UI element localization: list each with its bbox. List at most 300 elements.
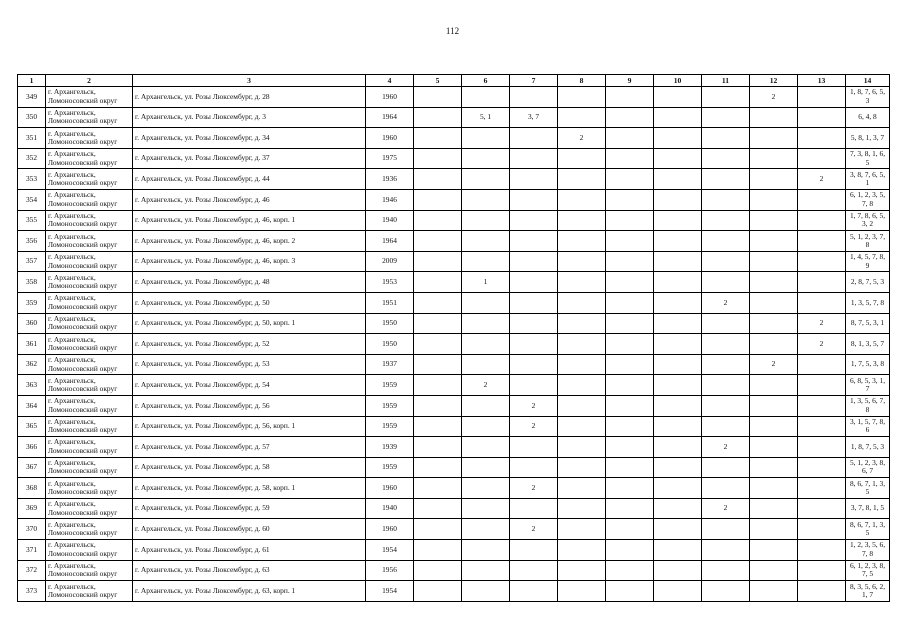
col10-cell — [654, 519, 702, 540]
col14-cell: 1, 8, 7, 6, 5, 3 — [846, 87, 890, 108]
col8-cell — [558, 416, 606, 437]
col6-cell — [462, 148, 510, 169]
col10-cell — [654, 437, 702, 458]
col5-cell — [414, 581, 462, 602]
district-cell: г. Архангельск, Ломоносовский округ — [46, 416, 133, 437]
col10-cell — [654, 540, 702, 561]
col6-cell — [462, 189, 510, 210]
table-row — [18, 375, 890, 396]
col5-cell — [414, 457, 462, 478]
year-cell: 1951 — [366, 292, 414, 313]
address-cell: г. Архангельск, ул. Розы Люксембург, д. 46 — [133, 189, 366, 210]
col9-cell — [606, 395, 654, 416]
col11-cell — [702, 210, 750, 231]
col6-cell — [462, 416, 510, 437]
col10-cell — [654, 107, 702, 128]
row-number-cell: 353 — [18, 169, 46, 190]
header-row — [18, 75, 890, 87]
col13-cell — [798, 560, 846, 581]
district-cell: г. Архангельск, Ломоносовский округ — [46, 395, 133, 416]
col5-cell — [414, 292, 462, 313]
district-cell: г. Архангельск, Ломоносовский округ — [46, 519, 133, 540]
col12-cell — [750, 375, 798, 396]
col13-cell — [798, 189, 846, 210]
col14-cell: 1, 7, 8, 6, 5, 3, 2 — [846, 210, 890, 231]
col13-cell — [798, 292, 846, 313]
address-cell: г. Архангельск, ул. Розы Люксембург, д. 61 — [133, 540, 366, 561]
col10-cell — [654, 251, 702, 272]
col8-cell — [558, 272, 606, 293]
col12-cell: 2 — [750, 87, 798, 108]
table-row — [18, 540, 890, 561]
row-number-cell: 367 — [18, 457, 46, 478]
col10-cell — [654, 334, 702, 355]
col11-cell — [702, 87, 750, 108]
col13-cell — [798, 272, 846, 293]
col7-cell — [510, 334, 558, 355]
column-header-13: 13 — [798, 75, 846, 87]
col14-cell: 7, 3, 8, 1, 6, 5 — [846, 148, 890, 169]
col10-cell — [654, 272, 702, 293]
address-cell: г. Архангельск, ул. Розы Люксембург, д. 63 — [133, 560, 366, 581]
col12-cell — [750, 540, 798, 561]
col8-cell — [558, 560, 606, 581]
col6-cell — [462, 292, 510, 313]
col7-cell — [510, 128, 558, 149]
col13-cell — [798, 107, 846, 128]
col11-cell — [702, 334, 750, 355]
year-cell: 1954 — [366, 540, 414, 561]
district-cell: г. Архангельск, Ломоносовский округ — [46, 272, 133, 293]
col11-cell — [702, 189, 750, 210]
col9-cell — [606, 478, 654, 499]
district-cell: г. Архангельск, Ломоносовский округ — [46, 210, 133, 231]
col13-cell — [798, 581, 846, 602]
col8-cell — [558, 581, 606, 602]
col9-cell — [606, 416, 654, 437]
row-number-cell: 369 — [18, 498, 46, 519]
col8-cell — [558, 437, 606, 458]
row-number-cell: 349 — [18, 87, 46, 108]
col14-cell: 3, 1, 5, 7, 8, 6 — [846, 416, 890, 437]
col7-cell: 2 — [510, 478, 558, 499]
table-row — [18, 560, 890, 581]
col7-cell — [510, 560, 558, 581]
col12-cell — [750, 107, 798, 128]
table-row — [18, 189, 890, 210]
row-number-cell: 355 — [18, 210, 46, 231]
col6-cell — [462, 395, 510, 416]
col11-cell — [702, 128, 750, 149]
table-row — [18, 231, 890, 252]
col10-cell — [654, 128, 702, 149]
col11-cell — [702, 540, 750, 561]
col13-cell — [798, 457, 846, 478]
col13-cell — [798, 375, 846, 396]
page-number: 112 — [445, 26, 460, 36]
address-cell: г. Архангельск, ул. Розы Люксембург, д. 57 — [133, 437, 366, 458]
row-number-cell: 371 — [18, 540, 46, 561]
col8-cell — [558, 292, 606, 313]
address-cell: г. Архангельск, ул. Розы Люксембург, д. 28 — [133, 87, 366, 108]
col14-cell: 5, 1, 2, 3, 7, 8 — [846, 231, 890, 252]
district-cell: г. Архангельск, Ломоносовский округ — [46, 457, 133, 478]
col13-cell — [798, 395, 846, 416]
col9-cell — [606, 540, 654, 561]
col11-cell: 2 — [702, 292, 750, 313]
col8-cell — [558, 251, 606, 272]
col7-cell — [510, 231, 558, 252]
year-cell: 1954 — [366, 581, 414, 602]
col13-cell — [798, 128, 846, 149]
district-cell: г. Архангельск, Ломоносовский округ — [46, 354, 133, 375]
column-header-14: 14 — [846, 75, 890, 87]
col5-cell — [414, 210, 462, 231]
column-header-7: 7 — [510, 75, 558, 87]
col8-cell — [558, 457, 606, 478]
row-number-cell: 370 — [18, 519, 46, 540]
col13-cell — [798, 478, 846, 499]
column-header-1: 1 — [18, 75, 46, 87]
year-cell: 1950 — [366, 334, 414, 355]
col13-cell — [798, 519, 846, 540]
table-row — [18, 354, 890, 375]
row-number-cell: 363 — [18, 375, 46, 396]
col13-cell — [798, 437, 846, 458]
address-cell: г. Архангельск, ул. Розы Люксембург, д. 53 — [133, 354, 366, 375]
col5-cell — [414, 128, 462, 149]
col6-cell: 2 — [462, 375, 510, 396]
col10-cell — [654, 313, 702, 334]
col6-cell — [462, 334, 510, 355]
row-number-cell: 357 — [18, 251, 46, 272]
col6-cell — [462, 519, 510, 540]
table-row — [18, 128, 890, 149]
year-cell: 1940 — [366, 210, 414, 231]
column-header-10: 10 — [654, 75, 702, 87]
col9-cell — [606, 148, 654, 169]
district-cell: г. Архангельск, Ломоносовский округ — [46, 478, 133, 499]
district-cell: г. Архангельск, Ломоносовский округ — [46, 375, 133, 396]
district-cell: г. Архангельск, Ломоносовский округ — [46, 231, 133, 252]
col7-cell — [510, 540, 558, 561]
col12-cell — [750, 416, 798, 437]
row-number-cell: 362 — [18, 354, 46, 375]
district-cell: г. Архангельск, Ломоносовский округ — [46, 540, 133, 561]
col14-cell: 8, 6, 7, 1, 3, 5 — [846, 478, 890, 499]
col13-cell — [798, 87, 846, 108]
col13-cell — [798, 540, 846, 561]
year-cell: 1959 — [366, 416, 414, 437]
address-cell: г. Архангельск, ул. Розы Люксембург, д. 52 — [133, 334, 366, 355]
col8-cell — [558, 395, 606, 416]
table-row — [18, 498, 890, 519]
col7-cell — [510, 581, 558, 602]
col8-cell — [558, 334, 606, 355]
col12-cell — [750, 128, 798, 149]
address-cell: г. Архангельск, ул. Розы Люксембург, д. 48 — [133, 272, 366, 293]
col14-cell: 6, 1, 2, 3, 5, 7, 8 — [846, 189, 890, 210]
col12-cell — [750, 169, 798, 190]
col8-cell — [558, 375, 606, 396]
col14-cell: 1, 7, 5, 3, 8 — [846, 354, 890, 375]
col8-cell — [558, 87, 606, 108]
col10-cell — [654, 210, 702, 231]
col7-cell — [510, 87, 558, 108]
col10-cell — [654, 292, 702, 313]
column-header-4: 4 — [366, 75, 414, 87]
col9-cell — [606, 354, 654, 375]
table-row — [18, 519, 890, 540]
col14-cell: 1, 4, 5, 7, 8, 9 — [846, 251, 890, 272]
col9-cell — [606, 437, 654, 458]
address-cell: г. Архангельск, ул. Розы Люксембург, д. 37 — [133, 148, 366, 169]
col9-cell — [606, 519, 654, 540]
col5-cell — [414, 251, 462, 272]
col5-cell — [414, 169, 462, 190]
col5-cell — [414, 354, 462, 375]
address-cell: г. Архангельск, ул. Розы Люксембург, д. 58, корп. 1 — [133, 478, 366, 499]
column-header-2: 2 — [46, 75, 133, 87]
table-row — [18, 313, 890, 334]
table-row — [18, 210, 890, 231]
district-cell: г. Архангельск, Ломоносовский округ — [46, 87, 133, 108]
year-cell: 1964 — [366, 107, 414, 128]
col10-cell — [654, 560, 702, 581]
col5-cell — [414, 395, 462, 416]
col10-cell — [654, 87, 702, 108]
district-cell: г. Архангельск, Ломоносовский округ — [46, 313, 133, 334]
table-body — [18, 87, 890, 602]
year-cell: 1936 — [366, 169, 414, 190]
register-table — [17, 74, 890, 602]
year-cell: 1950 — [366, 313, 414, 334]
year-cell: 1937 — [366, 354, 414, 375]
col10-cell — [654, 395, 702, 416]
col10-cell — [654, 354, 702, 375]
col5-cell — [414, 334, 462, 355]
col11-cell — [702, 251, 750, 272]
col14-cell: 1, 2, 3, 5, 6, 7, 8 — [846, 540, 890, 561]
column-header-11: 11 — [702, 75, 750, 87]
table-row — [18, 169, 890, 190]
col12-cell — [750, 395, 798, 416]
col9-cell — [606, 457, 654, 478]
district-cell: г. Архангельск, Ломоносовский округ — [46, 251, 133, 272]
col14-cell: 1, 3, 5, 6, 7, 8 — [846, 395, 890, 416]
col13-cell: 2 — [798, 313, 846, 334]
col5-cell — [414, 189, 462, 210]
col14-cell: 6, 8, 5, 3, 1, 7 — [846, 375, 890, 396]
col13-cell — [798, 354, 846, 375]
col5-cell — [414, 560, 462, 581]
col14-cell: 6, 4, 8 — [846, 107, 890, 128]
year-cell: 1953 — [366, 272, 414, 293]
col13-cell: 2 — [798, 334, 846, 355]
col9-cell — [606, 375, 654, 396]
address-cell: г. Архангельск, ул. Розы Люксембург, д. 58 — [133, 457, 366, 478]
address-cell: г. Архангельск, ул. Розы Люксембург, д. 56, корп. 1 — [133, 416, 366, 437]
col7-cell — [510, 437, 558, 458]
col10-cell — [654, 457, 702, 478]
district-cell: г. Архангельск, Ломоносовский округ — [46, 560, 133, 581]
table-row — [18, 292, 890, 313]
col6-cell — [462, 128, 510, 149]
address-cell: г. Архангельск, ул. Розы Люксембург, д. 50, корп. 1 — [133, 313, 366, 334]
col12-cell — [750, 148, 798, 169]
col8-cell — [558, 231, 606, 252]
col7-cell: 2 — [510, 395, 558, 416]
col5-cell — [414, 375, 462, 396]
address-cell: г. Архангельск, ул. Розы Люксембург, д. 46, корп. 2 — [133, 231, 366, 252]
col7-cell — [510, 457, 558, 478]
col7-cell — [510, 251, 558, 272]
column-header-9: 9 — [606, 75, 654, 87]
col14-cell: 8, 6, 7, 1, 3, 5 — [846, 519, 890, 540]
col6-cell — [462, 560, 510, 581]
year-cell: 1959 — [366, 457, 414, 478]
column-header-5: 5 — [414, 75, 462, 87]
col12-cell — [750, 457, 798, 478]
col10-cell — [654, 498, 702, 519]
col6-cell — [462, 313, 510, 334]
col7-cell — [510, 169, 558, 190]
col10-cell — [654, 148, 702, 169]
district-cell: г. Архангельск, Ломоносовский округ — [46, 148, 133, 169]
col11-cell — [702, 107, 750, 128]
col12-cell — [750, 210, 798, 231]
col6-cell: 5, 1 — [462, 107, 510, 128]
row-number-cell: 360 — [18, 313, 46, 334]
col9-cell — [606, 231, 654, 252]
year-cell: 1959 — [366, 375, 414, 396]
col10-cell — [654, 416, 702, 437]
row-number-cell: 365 — [18, 416, 46, 437]
district-cell: г. Архангельск, Ломоносовский округ — [46, 189, 133, 210]
address-cell: г. Архангельск, ул. Розы Люксембург, д. 50 — [133, 292, 366, 313]
address-cell: г. Архангельск, ул. Розы Люксембург, д. 44 — [133, 169, 366, 190]
col9-cell — [606, 87, 654, 108]
col14-cell: 3, 8, 7, 6, 5, 1 — [846, 169, 890, 190]
col11-cell — [702, 457, 750, 478]
col5-cell — [414, 498, 462, 519]
address-cell: г. Архангельск, ул. Розы Люксембург, д. 46, корп. 3 — [133, 251, 366, 272]
col8-cell — [558, 169, 606, 190]
row-number-cell: 356 — [18, 231, 46, 252]
col6-cell — [462, 478, 510, 499]
col7-cell — [510, 498, 558, 519]
col12-cell — [750, 498, 798, 519]
col11-cell — [702, 148, 750, 169]
col5-cell — [414, 540, 462, 561]
col11-cell — [702, 231, 750, 252]
col6-cell — [462, 231, 510, 252]
col10-cell — [654, 169, 702, 190]
col14-cell: 3, 7, 8, 1, 5 — [846, 498, 890, 519]
address-cell: г. Архангельск, ул. Розы Люксембург, д. 34 — [133, 128, 366, 149]
col7-cell — [510, 210, 558, 231]
col11-cell — [702, 272, 750, 293]
col12-cell: 2 — [750, 354, 798, 375]
col11-cell — [702, 313, 750, 334]
row-number-cell: 359 — [18, 292, 46, 313]
col14-cell: 5, 1, 2, 3, 8, 6, 7 — [846, 457, 890, 478]
address-cell: г. Архангельск, ул. Розы Люксембург, д. 3 — [133, 107, 366, 128]
col11-cell — [702, 519, 750, 540]
col8-cell: 2 — [558, 128, 606, 149]
year-cell: 1964 — [366, 231, 414, 252]
address-cell: г. Архангельск, ул. Розы Люксембург, д. 56 — [133, 395, 366, 416]
col11-cell — [702, 395, 750, 416]
col11-cell — [702, 169, 750, 190]
col12-cell — [750, 581, 798, 602]
col14-cell: 8, 3, 5, 6, 2, 1, 7 — [846, 581, 890, 602]
col13-cell — [798, 148, 846, 169]
col12-cell — [750, 334, 798, 355]
col14-cell: 8, 7, 5, 3, 1 — [846, 313, 890, 334]
col6-cell — [462, 354, 510, 375]
col9-cell — [606, 128, 654, 149]
table-row — [18, 395, 890, 416]
row-number-cell: 364 — [18, 395, 46, 416]
col6-cell: 1 — [462, 272, 510, 293]
col9-cell — [606, 292, 654, 313]
table-row — [18, 272, 890, 293]
col7-cell: 2 — [510, 519, 558, 540]
col11-cell: 2 — [702, 437, 750, 458]
col9-cell — [606, 272, 654, 293]
col9-cell — [606, 313, 654, 334]
column-header-6: 6 — [462, 75, 510, 87]
table-row — [18, 107, 890, 128]
year-cell: 1940 — [366, 498, 414, 519]
col10-cell — [654, 581, 702, 602]
col13-cell: 2 — [798, 169, 846, 190]
col6-cell — [462, 210, 510, 231]
row-number-cell: 368 — [18, 478, 46, 499]
col9-cell — [606, 169, 654, 190]
col11-cell: 2 — [702, 498, 750, 519]
col8-cell — [558, 540, 606, 561]
address-cell: г. Архангельск, ул. Розы Люксембург, д. 46, корп. 1 — [133, 210, 366, 231]
table-row — [18, 478, 890, 499]
table-row — [18, 581, 890, 602]
col14-cell: 8, 1, 3, 5, 7 — [846, 334, 890, 355]
col9-cell — [606, 210, 654, 231]
col12-cell — [750, 292, 798, 313]
col7-cell — [510, 354, 558, 375]
col13-cell — [798, 498, 846, 519]
col14-cell: 5, 8, 1, 3, 7 — [846, 128, 890, 149]
table-row — [18, 148, 890, 169]
col13-cell — [798, 210, 846, 231]
address-cell: г. Архангельск, ул. Розы Люксембург, д. 60 — [133, 519, 366, 540]
table-row — [18, 457, 890, 478]
col5-cell — [414, 87, 462, 108]
col11-cell — [702, 354, 750, 375]
table-row — [18, 334, 890, 355]
col13-cell — [798, 416, 846, 437]
row-number-cell: 372 — [18, 560, 46, 581]
col5-cell — [414, 478, 462, 499]
year-cell: 1975 — [366, 148, 414, 169]
column-header-12: 12 — [750, 75, 798, 87]
col10-cell — [654, 231, 702, 252]
col14-cell: 1, 8, 7, 5, 3 — [846, 437, 890, 458]
district-cell: г. Архангельск, Ломоносовский округ — [46, 107, 133, 128]
col9-cell — [606, 560, 654, 581]
col8-cell — [558, 210, 606, 231]
